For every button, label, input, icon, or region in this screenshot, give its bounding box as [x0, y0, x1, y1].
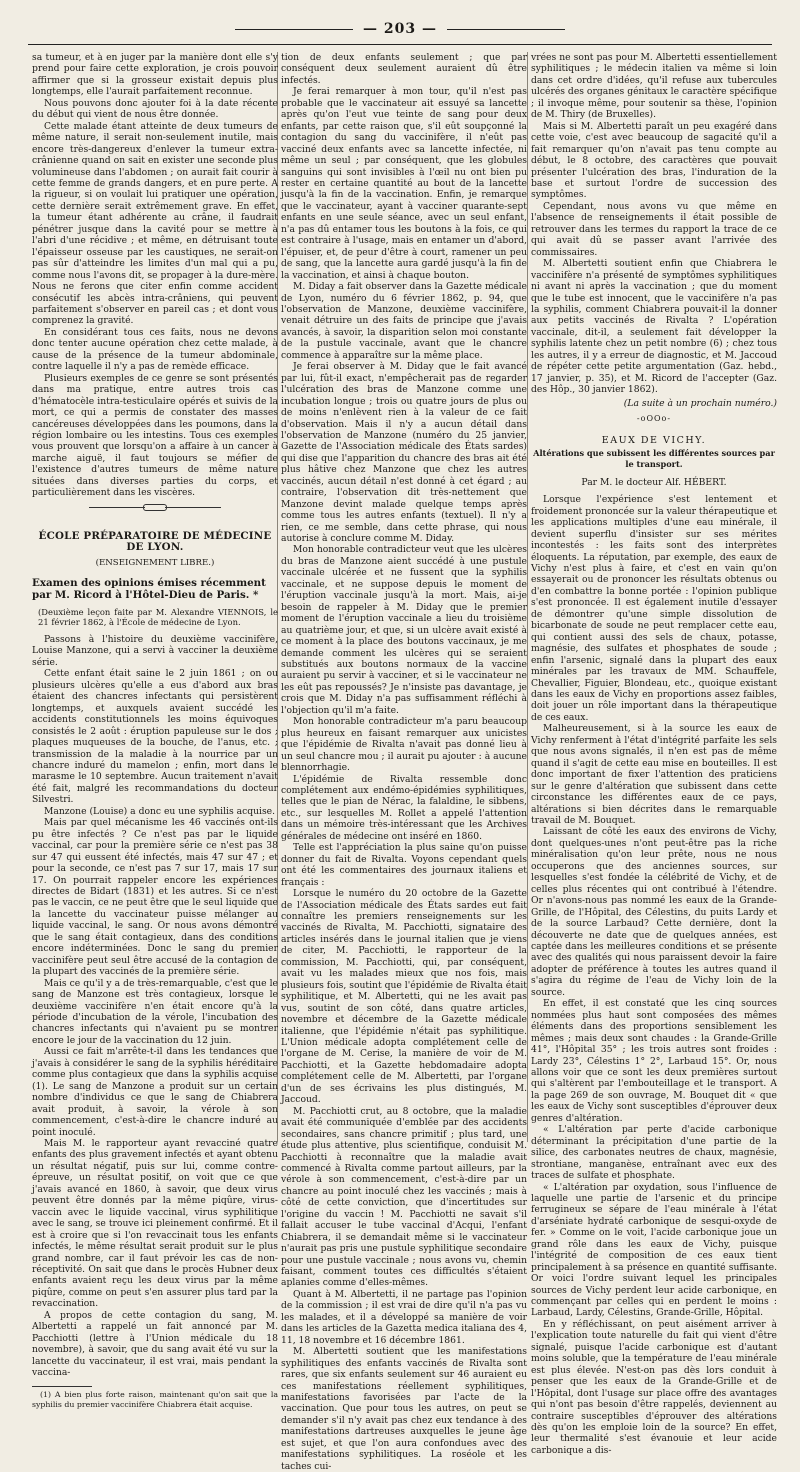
ornament-divider: -oOOo-	[636, 414, 672, 424]
column-2	[281, 52, 527, 1472]
ornament-divider	[32, 499, 278, 517]
header-rule-right	[447, 29, 565, 30]
paragraph: L'épidémie de Rivalta ressemble donc complétement aux endémo-épidémies syphilitiques, telles que le pian de Nérac, la falaldine, le sibbens, etc., sur lesquelles M. Rollet a appelé l'attention dans un mémoire très-intéressant que les Archives générales de médecine ont inséré en 1860.	[281, 773, 527, 842]
column-divider-2	[527, 52, 528, 1142]
paragraph: M. Albertetti soutient enfin que Chiabrera le vaccinifère n'a présenté de symptômes syphilitiques ni avant ni après la vaccination ; que du moment que le tube est innocent, que le vaccinifère n'a pas la syphilis, comment Chiabrera pouvait-il la donner aux petits vaccinés de Rivalta ? L'opération vaccinale, dit-il, a seulement fait développer la syphilis latente chez un petit nombre (6) ; chez tous les autres, il y a erreur de diagnostic, et M. Jaccoud de répéter cette petite argumentation (Gaz. hebd., 17 janvier, p. 35), et M. Ricord de l'accepter (Gaz. des Hôp., 30 janvier 1862).	[531, 258, 777, 396]
paragraph: Mon honorable contradicteur veut que les ulcères du bras de Manzone aient succédé à une pustule vaccinale ulcérée et ne fussent que la syphilis vaccinale, et ne suppose depuis le moment de l'éruption vaccinale jusqu'à la mort. Mais, ai-je besoin de rappeler à M. Diday que le premier moment de l'éruption vaccinale a lieu du troisième au quatrième jour, et que, si un ulcère avait existé à ce moment à la place des boutons vaccinaux, je me demande comment les ulcères qui se seraient substitués aux boutons normaux de la vaccine auraient pu servir à vacciner, et si le vaccinateur ne les eût pas repoussés? Je n'insiste pas davantage, je crois que M. Diday n'a pas suffisamment réfléchi à l'objection qu'il m'a faite.	[281, 544, 527, 716]
paragraph: Lorsque le numéro du 20 octobre de la Gazette de l'Association médicale des États sardes eut fait connaître les premiers renseignements sur les vaccinés de Rivalta, M. Pacchiotti, signataire des articles insérés dans le journal italien que je viens de citer, M. Pacchiotti, le rapporteur de la commission, M. Pacchiotti, qui, par conséquent, avait vu les malades mieux que nos fois, mais plusieurs fois, soutint que l'épidémie de Rivalta était syphilitique, et M. Albertetti, qui ne les avait pas vus, soutint de son côté, dans quatre articles, novembre et décembre de la Gazette médicale italienne, que l'épidémie n'était pas syphilitique. L'Union médicale adopta complétement celle de l'organe de M. Cerise, la manière de voir de M. Pacchiotti, et la Gazette hebdomadaire adopta complétement celle de M. Albertetti, par l'organe d'un de ses écrivains les plus distingués, M. Jaccoud.	[281, 888, 527, 1106]
paragraph: Cette enfant était saine le 2 juin 1861 ; on ou plusieurs ulcères qu'elle a eus d'abord aux bras étaient des chancres infectants qui persistèrent longtemps, et auxquels avaient succédé les accidents constitutionnels les moins équivoques consistés le 2 août : éruption papuleuse sur le dos ; plaques muqueuses de la bouche, de l'anus, etc. ; transmission de la maladie à la nourrice par un chancre induré du mamelon ; enfin, mort dans le marasme le 10 septembre. Aucun traitement n'avait été fait, malgré les recommandations du docteur Silvestri.	[32, 668, 278, 806]
lecture-note: (Deuxième leçon faite par M. Alexandre VIENNOIS, le 21 février 1862, à l'École de médecine de Lyon.	[38, 607, 278, 628]
paragraph: Mais ce qu'il y a de très-remarquable, c'est que le sang de Manzone est très contagieux, lorsque le deuxième vaccinifère n'en était encore qu'à la période d'incubation de la vérole, l'incubation des chancres infectants qui n'avaient pu se montrer encore le jour de la vaccination du 12 juin.	[32, 977, 278, 1046]
paragraph: vrées ne sont pas pour M. Albertetti essentiellement syphilitiques ; le médecin italien va même si loin dans cet ordre d'idées, qu'il refuse aux tubercules ulcérés des organes génitaux le caractère spécifique ; il invoque même, pour soutenir sa thèse, l'opinion de M. Thiry (de Bruxelles).	[531, 52, 777, 121]
paragraph: Nous pouvons donc ajouter foi à la date récente du début qui vient de nous être donnée.	[32, 97, 278, 121]
article-title: EAUX DE VICHY.	[601, 434, 707, 446]
paragraph: En effet, il est constaté que les cinq sources nommées plus haut sont composées des mêmes éléments dans des proportions sensiblement les mêmes ; mais deux sont chaudes : la Grande-Grille 41°, l'Hôpital 35° ; les trois autres sont froides : Lardy 23°, Célestins 1° 2°, Larbaud 15°. Or, nous allons voir que ce sont les deux premières surtout qui s'altèrent par l'embouteillage et le transport. A la page 269 de son ouvrage, M. Bouquet dit « que les eaux de Vichy sont susceptibles d'éprouver deux genres d'altération.	[531, 998, 777, 1124]
paragraph: Mais M. le rapporteur ayant revacciné quatre enfants des plus gravement infectés et ayant obtenu un résultat négatif, puis sur lui, comme contre-épreuve, un résultat positif, on voit que ce que j'avais avancé en 1860, à savoir, que deux virus peuvent être donnés par la même piqûre, virus-vaccin avec le liquide vaccinal, virus syphilitique avec le sang, se trouve ici pleinement confirmé. Et il est à croire que si l'on revaccinait tous les enfants infectés, le même résultat serait produit sur le plus grand nombre, car il faut prévoir les cas de non-réceptivité. On sait que dans le procès Hubner deux enfants avaient reçu les deux virus par la même piqûre, comme on peut s'en assurer plus tard par la revaccination.	[32, 1137, 278, 1310]
paragraph: Telle est l'appréciation la plus saine qu'on puisse donner du fait de Rivalta. Voyons cependant quels ont été les commentaires des journaux italiens et français :	[281, 842, 527, 888]
column-1	[32, 52, 278, 1410]
paragraph: Mais par quel mécanisme les 46 vaccinés ont-ils pu être infectés ? Ce n'est pas par le liquide vaccinal, car pour la première série ce n'est pas 38 sur 47 qui eussent été infectés, mais 47 sur 47 ; et pour la seconde, ce n'est pas 7 sur 17, mais 17 sur 17. On pourrait rappeler encore les expériences directes de Bidart (1831) et les autres. Si ce n'est pas le vaccin, ce ne peut être que le seul liquide que la lancette du vaccinateur puisse mélanger au liquide vaccinal, le sang. Or nous avons démontré que le sang était contagieux, dans des conditions encore indéterminées. Donc le sang du premier vaccinifère peut seul être accusé de la contagion de la plupart des vaccinés de la première série.	[32, 817, 278, 978]
paragraph: Mon honorable contradicteur m'a paru beaucoup plus heureux en faisant remarquer aux unicistes que l'épidémie de Rivalta n'avait pas donné lieu à un seul chancre mou ; il aurait pu ajouter : à aucune blennorrhagie.	[281, 716, 527, 774]
paragraph: Cette malade étant atteinte de deux tumeurs de même nature, il serait non-seulement inutile, mais encore très-dangereux d'enlever la tumeur extra-crânienne quand on sait en exister une seconde plus volumineuse dans l'abdomen ; on aurait fait courir à cette femme de grands dangers, et en pure perte. A la rigueur, si on voulait lui pratiquer une opération, cette dernière serait extrêmement grave. En effet, la tumeur étant adhérente au crâne, il faudrait pénétrer jusque dans la cavité pour se mettre à l'abri d'une récidive ; et même, en détruisant toute l'épaisseur osseuse par les caustiques, ne serait-on pas sûr d'atteindre les limites d'un mal qui a pu, comme nous l'avons dit, se propager à la dure-mère. Nous ne ferons que citer enfin comme accident consécutif les abcès intra-crâniens, qui peuvent parfaitement s'observer en pareil cas ; et dont vous comprenez la gravité.	[32, 120, 278, 327]
paragraph: Je ferai observer à M. Diday que le fait avancé par lui, fût-il exact, n'empêcherait pas de regarder l'ulcération des bras de Manzone comme une incubation longue ; trois ou quatre jours de plus ou de moins n'enlèvent rien à la valeur de ce fait d'observation. Mais il n'y a aucun détail dans l'observation de Manzone (numéro du 25 janvier, Gazette de l'Association médicale des États sardes) qui dise que l'apparition du chancre des bras ait été plus hâtive chez Manzone que chez les autres vaccinés, aucun détail n'est donné à cet égard ; au contraire, l'observation dit très-nettement que Manzone devint malade quelque temps après comme tous les autres enfants (textuel). Il n'y a rien, ce me semble, dans cette phrase, qui nous autorise à conclure comme M. Diday.	[281, 361, 527, 545]
paragraph: Malheureusement, si à la source les eaux de Vichy renferment à l'état d'intégrité parfaite les sels que nous avons signalés, il n'en est pas de même quand il s'agit de cette eau mise en bouteilles. Il est donc important de fixer l'attention des praticiens sur le genre d'altération que subissent dans cette circonstance les différentes eaux de ce pays, altérations si bien décrites dans le remarquable travail de M. Bouquet.	[531, 723, 777, 826]
paragraph: Passons à l'histoire du deuxième vaccinifère, Louise Manzone, qui a servi à vacciner la deuxième série.	[32, 634, 278, 668]
paragraph: M. Diday a fait observer dans la Gazette médicale de Lyon, numéro du 6 février 1862, p. 94, que l'observation de Manzone, deuxième vaccinifère, venait détruire un des faits de principe que j'avais avancés, à savoir, la disparition selon moi constante de la pustule vaccinale, avant que le chancre commence à apparaître sur la même place.	[281, 281, 527, 361]
continued-note: (La suite à un prochain numéro.)	[623, 397, 777, 409]
article-subtitle: Altérations que subissent les différentes sources par le transport.	[533, 447, 775, 470]
section-subtitle: (ENSEIGNEMENT LIBRE.)	[95, 557, 215, 568]
paragraph: Je ferai remarquer à mon tour, qu'il n'est pas probable que le vaccinateur ait essuyé sa lancette après qu'on l'eut vue teinte de sang pour deux enfants, par cette raison que, s'il eût soupçonné la contagion du sang du vaccinifère, il n'eût pas vacciné deux enfants avec sa lancette infectée, ni même un seul ; par conséquent, que les globules sanguins qui sont invisibles à l'œil nu ont bien pu rester en certaine quantité au bout de la lancette jusqu'à la fin de la vaccination. Enfin, je remarque que le vaccinateur, ayant à vacciner quarante-sept enfants en une seule séance, avec un seul enfant, n'a pas dû entamer tous les boutons à la fois, ce qui est contraire à l'usage, mais en entamer un d'abord, l'épuiser, et, de peur d'être à court, ramener un peu de sang, que la lancette aura gardé jusqu'à la fin de la vaccination, et ainsi à chaque bouton.	[281, 86, 527, 281]
paragraph: En considérant tous ces faits, nous ne devons donc tenter aucune opération chez cette malade, à cause de la présence de la tumeur abdominale, contre laquelle il n'y a pas de remède efficace.	[32, 326, 278, 373]
article-heading: Examen des opinions émises récemment par M. Ricord à l'Hôtel-Dieu de Paris. *	[32, 577, 266, 602]
paragraph: Quant à M. Albertetti, il ne partage pas l'opinion de la commission ; il est vrai de dire qu'il n'a pas vu les malades, et il a développé sa manière de voir dans les articles de la Gazetta medica italiana des 4, 11, 18 novembre et 16 décembre 1861.	[281, 1288, 527, 1346]
paragraph: En y réfléchissant, on peut aisément arriver à l'explication toute naturelle du fait qui vient d'être signalé, puisque l'acide carbonique est d'autant moins soluble, que la température de l'eau minérale est plus élevée. N'est-on pas dès lors conduit à penser que les eaux de la Grande-Grille et de l'Hôpital, dont l'usage sur place offre des avantages qui n'ont pas besoin d'être rappelés, deviennent au contraire susceptibles d'éprouver des altérations dès qu'on les emploie loin de la source? En effet, leur thermalité s'est évanouie et leur acide carbonique a dis-	[531, 1318, 777, 1456]
paragraph: Plusieurs exemples de ce genre se sont présentés dans ma pratique, entre autres trois cas d'hématocèle intra-testiculaire opérés et suivis de la mort, ce qui a permis de constater des masses cancéreuses développées dans les poumons, dans la région lombaire ou les intestins. Tous ces exemples vous prouvent que lorsqu'on a affaire à un cancer à marche aiguë, il faut toujours se méfier de l'existence d'autres tumeurs de même nature situées dans diverses parties du corps, et particulièrement dans les viscères.	[32, 372, 278, 499]
paragraph: Lorsque l'expérience s'est lentement et froidement prononcée sur la valeur thérapeutique et les applications multiples d'une eau minérale, il devient superflu d'insister sur ses mérites incontestés : les faits sont des interprètes éloquents. La réputation, par exemple, des eaux de Vichy n'est plus à faire, et c'est en vain qu'on essayerait ou de prononcer les résultats obtenus ou d'en combattre la bonne portée : l'opinion publique s'est prononcée. Il est également inutile d'essayer de démontrer qu'une simple dissolution de bicarbonate de soude ne peut remplacer cette eau, qui contient aussi des sels de chaux, potasse, magnésie, des sulfates et phosphates de soude ; enfin l'arsenic, signalé dans la plupart des eaux minérales par les travaux de MM. Schauffele, Chevallier, Figuier, Blondeau, etc., quoique existant dans les eaux de Vichy en proportions assez faibles, doit jouer un rôle important dans la thérapeutique de ces eaux.	[531, 494, 777, 723]
top-rule	[28, 44, 772, 45]
page-header	[0, 18, 800, 40]
section-title: ÉCOLE PRÉPARATOIRE DE MÉDECINE DE LYON.	[38, 529, 272, 554]
paragraph: tion de deux enfants seulement ; que par conséquent deux seulement auraient dû être infectés.	[281, 52, 527, 86]
paragraph: « L'altération par oxydation, sous l'influence de laquelle une partie de l'arsenic et du principe ferrugineux se sépare de l'eau minérale à l'état d'arséniate hydraté carbonique de sesqui-oxyde de fer. » Comme on le voit, l'acide carbonique joue un grand rôle dans les eaux de Vichy, puisque l'intégrité de composition de ces eaux tient principalement à sa présence en quantité suffisante. Or voici l'ordre suivant lequel les principales sources de Vichy perdent leur acide carbonique, en commençant par celles qui en perdent le moins : Larbaud, Lardy, Célestins, Grande-Grille, Hôpital.	[531, 1181, 777, 1319]
heading-mark: *	[252, 589, 259, 602]
paragraph: M. Albertetti soutient que les manifestations syphilitiques des enfants vaccinés de Rivalta sont rares, que six enfants seulement sur 46 auraient eu ces manifestations réellement syphilitiques, manifestations favorisées par l'acte de la vaccination. Que pour tous les autres, on peut se demander s'il n'y avait pas chez eux tendance à des manifestations dartreuses auxquelles le jeune âge est sujet, et que l'on aura confondues avec des manifestations syphilitiques. La roséole et les taches cui-	[281, 1346, 527, 1472]
header-rule-left	[235, 29, 353, 30]
paragraph: Manzone (Louise) a donc eu une syphilis acquise.	[44, 805, 276, 817]
paragraph: M. Pacchiotti crut, au 8 octobre, que la maladie avait été communiquée d'emblée par des accidents secondaires, sans chancre primitif ; plus tard, une étude plus attentive, plus scientifique, conduisit M. Pacchiotti à reconnaître que la maladie avait commencé à Rivalta comme partout ailleurs, par la vérole à son commencement, c'est-à-dire par un chancre au point inoculé chez les vaccinés ; mais à côté de cette conviction, que d'incertitudes sur l'origine du vaccin ! M. Pacchiotti ne savait s'il fallait accuser le tube vaccinal d'Acqui, l'enfant Chiabrera, il se demandait même si le vaccinateur n'aurait pas pris une pustule syphilitique secondaire pour une pustule vaccinale ; nous avons vu, chemin faisant, comment toutes ces difficultés s'étaient aplanies comme d'elles-mêmes.	[281, 1105, 527, 1289]
paragraph: « L'altération par perte d'acide carbonique déterminant la précipitation d'une partie de la silice, des carbonates neutres de chaux, magnésie, strontiane, manganèse, entraînant avec eux des traces de sulfate et phosphate.	[531, 1124, 777, 1182]
page-number: — 203 —	[363, 21, 437, 37]
paragraph: sa tumeur, et à en juger par la manière dont elle s'y prend pour faire cette exploration, je crois pouvoir affirmer que si la grosseur existait depuis plus longtemps, elle l'aurait parfaitement reconnue.	[32, 52, 278, 98]
footnote: (1) A bien plus forte raison, maintenant qu'on sait que la syphilis du premier vaccinifère Chiabrera était acquise.	[32, 1390, 278, 1410]
paragraph: Mais si M. Albertetti paraît un peu exagéré dans cette voie, c'est avec beaucoup de sagacité qu'il a fait remarquer qu'on n'avait pas tenu compte au début, le 8 octobre, des caractères que pouvait présenter l'ulcération des bras, l'induration de la base et surtout l'ordre de succession des symptômes.	[531, 120, 777, 201]
footnote-rule	[32, 1386, 92, 1387]
column-3	[531, 52, 777, 1456]
paragraph: Cependant, nous avons vu que même en l'absence de renseignements il était possible de retrouver dans les termes du rapport la trace de ce qui avait dû se passer avant l'arrivée des commissaires.	[531, 200, 777, 258]
paragraph: A propos de cette contagion du sang, M. Albertetti a rappelé un fait annoncé par M. Pacchiotti (lettre à l'Union médicale du 18 novembre), à savoir, que du sang avait été vu sur la lancette du vaccinateur, il est vrai, mais pendant la vaccina-	[32, 1309, 278, 1379]
paragraph: Aussi ce fait m'arrête-t-il dans les tendances que j'avais à considérer le sang de la syphilis héréditaire comme plus contagieux que dans la syphilis acquise (1). Le sang de Manzone a produit sur un certain nombre d'individus ce que le sang de Chiabrera avait produit, à savoir, la vérole à son commencement, c'est-à-dire le chancre induré au point inoculé.	[32, 1046, 278, 1138]
article-author: Par M. le docteur Alf. HÉBERT.	[581, 476, 727, 488]
paragraph: Laissant de côté les eaux des environs de Vichy, dont quelques-unes n'ont peut-être pas la riche minéralisation qu'on leur prête, nous ne nous occuperons que des anciennes sources, sur lesquelles s'est fondée la célébrité de Vichy, et de celles plus récentes qui ont contribué à l'étendre. Or n'avons-nous pas nommé les eaux de la Grande-Grille, de l'Hôpital, des Célestins, du puits Lardy et de la source Larbaud? Cette dernière, dont la découverte ne date que de quelques années, est captée dans les meilleures conditions et se présente avec des qualités qui nous paraissent devoir la faire adopter de préférence à toutes les autres quand il s'agira du régime de l'eau de Vichy loin de la source.	[531, 826, 777, 998]
